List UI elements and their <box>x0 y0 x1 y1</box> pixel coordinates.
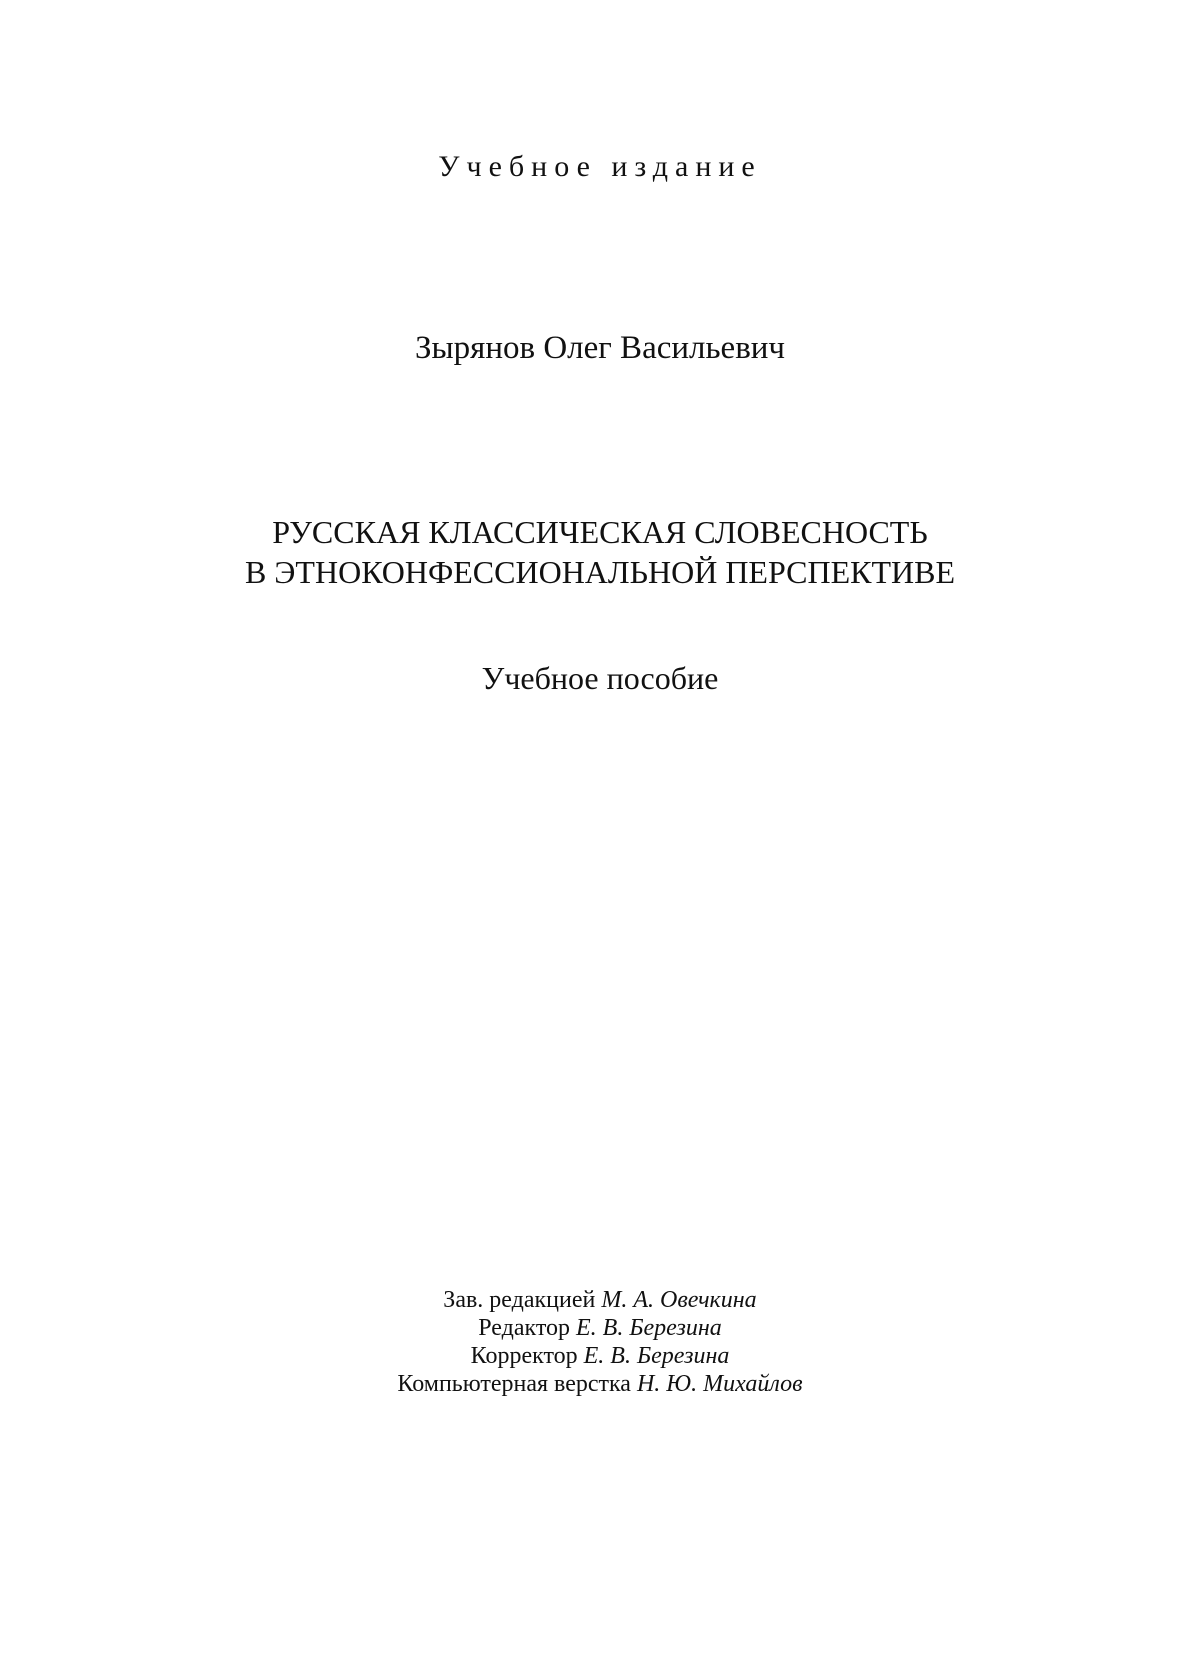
credit-role: Компьютерная верстка <box>397 1371 631 1397</box>
credit-person: Н. Ю. Михайлов <box>636 1371 803 1397</box>
credit-role: Зав. редакцией <box>443 1287 596 1313</box>
book-title <box>0 512 1200 592</box>
credits-block <box>0 1286 1200 1398</box>
credit-person: Е. В. Березина <box>576 1315 722 1341</box>
credit-line <box>0 1314 1200 1342</box>
credit-person: М. А. Овечкина <box>601 1287 757 1313</box>
credit-role: Редактор <box>478 1315 570 1341</box>
author-name: Зырянов Олег Васильевич <box>414 330 786 366</box>
credit-person: Е. В. Березина <box>583 1343 730 1369</box>
credit-role: Корректор <box>470 1343 578 1369</box>
credit-line <box>0 1370 1200 1398</box>
book-title-line-2: В ЭТНОКОНФЕССИОНАЛЬНОЙ ПЕРСПЕКТИВЕ <box>244 554 956 590</box>
book-title-line-1: РУССКАЯ КЛАССИЧЕСКАЯ СЛОВЕСНОСТЬ <box>272 514 928 550</box>
credit-line <box>0 1286 1200 1314</box>
edition-type: Учебное издание <box>438 150 762 183</box>
book-subtitle: Учебное пособие <box>481 660 719 696</box>
credit-line <box>0 1342 1200 1370</box>
